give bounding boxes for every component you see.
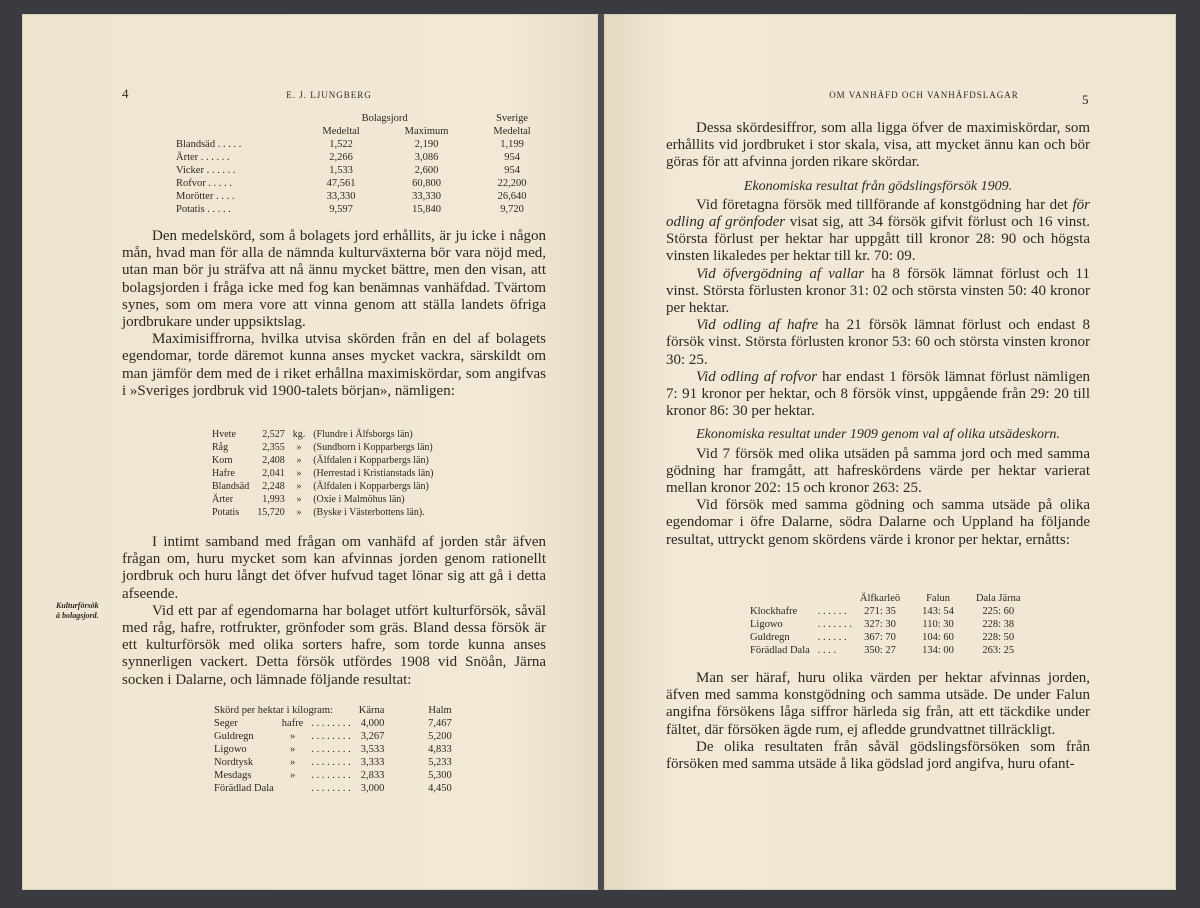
left-page-number: 4 [122,86,129,101]
straw-cell: 5,200 [428,731,452,742]
table-row [210,717,456,730]
section-heading: Ekonomiska resultat från gödslingsförsök 1909. [743,178,1013,194]
section-heading: Ekonomiska resultat under 1909 genom val af olika utsädeskorn. [696,427,1060,443]
paragraph: Man ser häraf, huru olika värden per hektar afvinnas jorden, äfven med samma konstgödning och samma utsäde. De under Falun angifna försökens låga siffror härleda sig från, att ett täckdike under fältet, där försöken ägde rum, ej afledde grundvattnet tillräckligt. [666,670,1090,738]
max-cell: 60,800 [412,178,441,189]
variety-cell: Förädlad Dala [214,783,274,794]
straw-cell: 4,450 [428,783,452,794]
variety-cell: Guldregn [750,632,790,643]
table-row [172,190,552,203]
crop-cell: Råg [212,442,229,453]
value-table [746,592,1025,657]
table-col-sverige-bottom: Medeltal [493,126,531,137]
left-page [22,14,598,890]
suffix-cell: » [289,757,296,768]
table-row [746,631,1025,644]
max-cell: 2,600 [414,165,439,176]
value-cell: 2,041 [262,468,285,479]
unit-cell: » [296,442,302,453]
paragraph: De olika resultaten från såväl gödslingsförsöken som från försöken med samma utsäde å lika gödslad jord angifva, huru ofant- [666,738,1090,773]
sverige-cell: 22,200 [497,178,527,189]
variety-cell: Klockhafre [750,606,798,617]
leader-cell: . . . . . . . . [311,744,351,755]
right-body-1 [666,120,1090,549]
grain-cell: 3,333 [360,757,385,768]
mean-cell: 1,522 [329,139,353,150]
place-cell: (Älfdalen i Kopparbergs län) [313,455,429,466]
table-col-alfkarleo: Älfkarleö [859,593,901,604]
crop-cell: Potatis . . . . . [176,204,231,215]
right-page [604,14,1176,890]
alfkarleo-cell: 350: 27 [864,645,896,656]
max-cell: 15,840 [412,204,441,215]
max-yield-table [208,428,437,519]
paragraph: Vid öfvergödning af vallar ha 8 försök lämnat förlust och 11 vinst. Största förlusten kronor 31: 02 och största vinsten 50: 40 kronor per hektar. [666,265,1090,317]
max-cell: 3,086 [414,152,439,163]
value-cell: 2,527 [262,429,285,440]
left-body-1 [122,228,546,400]
dala-jarna-cell: 225: 60 [982,606,1015,617]
table-row [208,480,437,493]
unit-cell: » [296,481,302,492]
straw-cell: 4,833 [428,744,452,755]
unit-cell: » [296,494,302,505]
suffix-cell: hafre [281,718,304,729]
crop-cell: Vicker . . . . . . [176,165,236,176]
variety-cell: Ligowo [750,619,783,630]
table-row [208,493,437,506]
table-row [208,467,437,480]
paragraph: Vid företagna försök med tillförande af konstgödning har det för odling af grönfoder visat sig, att 34 försök gifvit förlust och 16 vinst. Största förlust per hektar har uppgått till kronor 28: 90 och högsta vinsten likaledes per hektar till kr. 70: 09. [666,196,1091,265]
paragraph: Vid 7 försök med olika utsäden på samma jord och med samma gödning har framgått, att hafreskördens värde per hektar varierat mellan kronor 202: 15 och kronor 263: 25. [666,445,1090,497]
table-col-maximum: Maximum [404,126,449,137]
suffix-cell: » [289,731,296,742]
dala-jarna-cell: 228: 38 [982,619,1015,630]
sverige-cell: 954 [504,152,520,163]
table-col-karna: Kärna [358,705,385,716]
table-group-header: Bolagsjord [361,113,408,124]
sverige-cell: 26,640 [497,191,527,202]
paragraph: Vid odling af hafre ha 21 försök lämnat förlust och endast 8 försök vinst. Största förlusten kronor 53: 60 och största vinsten kronor 30: 25. [666,317,1091,368]
sverige-cell: 1,199 [500,139,524,150]
table-col-halm: Halm [428,705,452,716]
oat-trial-table [210,704,456,795]
paragraph: Den medelskörd, som å bolagets jord erhållits, är ju icke i någon mån, hvad man för alla de nämnda kulturväxterna bör vara nöjd med, utan man bör ju sträfva att nå ännu mycket bättre, men den visan, att bolagsjorden i fråga icke med fog kan benämnas vanhäfdad. Tvärtom synes, som om mera vore att vinna genom att ställa landets öfriga jordbrukare under uppsiktslag. [122,228,546,331]
suffix-cell: » [289,770,296,781]
alfkarleo-cell: 327: 30 [864,619,896,630]
variety-cell: Ligowo [214,744,247,755]
max-cell: 2,190 [414,139,439,150]
table-row [172,138,552,151]
table-row [746,605,1025,618]
right-body-2 [666,670,1090,773]
left-body-2 [122,534,546,689]
alfkarleo-cell: 367: 70 [864,632,896,643]
table-row [210,756,456,769]
variety-cell: Förädlad Dala [750,645,810,656]
variety-cell: Nordtysk [214,757,254,768]
variety-cell: Seger [214,718,238,729]
crop-cell: Potatis [212,507,240,518]
falun-cell: 143: 54 [922,606,954,617]
place-cell: (Flundre i Älfsborgs län) [313,429,413,440]
unit-cell: » [296,507,302,518]
table-row [210,743,456,756]
grain-cell: 3,267 [360,731,385,742]
right-page-number: 5 [1082,92,1089,107]
leader-cell: . . . . . . . . [311,757,351,768]
table-row [210,730,456,743]
margin-note-line: å bolagsjord. [56,611,99,620]
margin-note-line: Kulturförsök [56,601,99,610]
value-cell: 2,355 [262,442,285,453]
place-cell: (Oxie i Malmöhus län) [313,494,405,505]
paragraph: Dessa skördesiffror, som alla ligga öfver de maximiskördar, som erhållits vid jordbruket i stor skala, visa, att mycket ännu kan och bör göras för att afvinna jorden rikare skördar. [666,120,1090,171]
variety-cell: Guldregn [214,731,254,742]
leader-cell: . . . . . . . [817,619,852,630]
mean-cell: 2,266 [329,152,353,163]
unit-cell: kg. [292,429,306,440]
crop-cell: Blandsäd [212,481,250,492]
leader-cell: . . . . . . [817,606,847,617]
value-cell: 15,720 [257,507,285,518]
table-row [172,203,552,216]
paragraph: Vid ett par af egendomarna har bolaget utfört kulturförsök, såväl med råg, hafre, rotfrukter, grönfoder som gräs. Bland dessa försök är ett kulturförsök med olika sorters hafre, som torde kunna anses synnerligen vackert. Detta försök utfördes 1908 vid Snöån, Järna socken i Dalarne, och lämnade följande resultat: [122,602,546,688]
table-row [208,428,437,441]
suffix-cell [278,782,308,795]
place-cell: (Byske i Västerbottens län). [313,507,425,518]
margin-note [56,601,99,621]
unit-cell: » [296,455,302,466]
paragraph: Vid odling af rofvor har endast 1 försök lämnat förlust nämligen 7: 91 kronor per hektar, och 8 försök vinst, uppgående från 29: 20 till kronor 86: 30 per hektar. [666,368,1090,420]
grain-cell: 3,000 [360,783,385,794]
table-row [210,769,456,782]
dala-jarna-cell: 263: 25 [982,645,1015,656]
straw-cell: 5,300 [428,770,452,781]
dala-jarna-cell: 228: 50 [982,632,1015,643]
place-cell: (Älfdalen i Kopparbergs län) [313,481,429,492]
leader-cell: . . . . [817,645,837,656]
mean-cell: 9,597 [329,204,353,215]
variety-cell: Mesdags [214,770,252,781]
table-col-dala-jarna: Dala Järna [975,593,1021,604]
table-row [210,782,456,795]
table-col-falun: Falun [926,593,950,604]
crop-cell: Hafre [212,468,235,479]
leader-cell: . . . . . . . . [311,770,351,781]
mean-cell: 33,330 [326,191,356,202]
mean-cell: 47,561 [326,178,356,189]
crop-cell: Ärter [212,494,234,505]
sverige-cell: 9,720 [500,204,524,215]
place-cell: (Sundborn i Kopparbergs län) [313,442,433,453]
crop-cell: Ärter . . . . . . [176,152,230,163]
paragraph: Vid försök med samma gödning och samma utsäde på olika egendomar i öfre Dalarne, södra Dalarne och Uppland ha följande resultat, uttryckt genom skördens värde i kronor per hektar, ernåtts: [666,497,1090,548]
value-cell: 2,408 [262,455,285,466]
grain-cell: 4,000 [360,718,385,729]
unit-cell: » [296,468,302,479]
leader-cell: . . . . . . . . [311,783,351,794]
table-row [172,151,552,164]
crop-cell: Korn [212,455,233,466]
alfkarleo-cell: 271: 35 [864,606,896,617]
leader-cell: . . . . . . . . [311,731,351,742]
right-running-head: OM VANHÄFD OCH VANHÄFDSLAGAR [829,90,1019,100]
leader-cell: . . . . . . [817,632,847,643]
crop-cell: Blandsäd . . . . . [176,139,242,150]
falun-cell: 110: 30 [922,619,954,630]
table-row [208,454,437,467]
falun-cell: 134: 00 [922,645,954,656]
paragraph: I intimt samband med frågan om vanhäfd af jorden står äfven frågan om, huru mycket som kan afvinnas jorden genom rationellt jordbruk och huru långt det öfver hufvud taget lönar sig att gå i detta afseende. [122,534,546,602]
crop-cell: Morötter . . . . [176,191,235,202]
sverige-cell: 954 [504,165,520,176]
table-row [746,644,1025,657]
straw-cell: 5,233 [428,757,452,768]
yield-table [172,112,552,216]
mean-cell: 1,533 [329,165,353,176]
place-cell: (Herrestad i Kristianstads län) [313,468,434,479]
table-col-sverige-top: Sverige [496,113,529,124]
grain-cell: 2,833 [360,770,385,781]
value-cell: 2,248 [262,481,285,492]
max-cell: 33,330 [412,191,441,202]
table-col-medeltal: Medeltal [322,126,360,137]
leader-cell: . . . . . . . . [311,718,351,729]
table-row [172,164,552,177]
straw-cell: 7,467 [428,718,452,729]
crop-cell: Hvete [212,429,236,440]
table-row [172,177,552,190]
table-row [746,618,1025,631]
value-cell: 1,993 [262,494,285,505]
table-row [208,506,437,519]
suffix-cell: » [289,744,296,755]
grain-cell: 3,533 [360,744,385,755]
paragraph: Maximisiffrorna, hvilka utvisa skörden från en del af bolagets egendomar, torde däremot kunna anses mycket vackra, särskildt om man jämför dem med de i riket erhållna maximiskördar, som angifvas i »Sveriges jordbruk vid 1900-talets början», nämligen: [122,331,546,399]
crop-cell: Rofvor . . . . . [176,178,232,189]
falun-cell: 104: 60 [922,632,954,643]
left-running-head: E. J. LJUNGBERG [286,90,372,100]
table-col-label: Skörd per hektar i kilogram: [214,705,333,716]
table-row [208,441,437,454]
